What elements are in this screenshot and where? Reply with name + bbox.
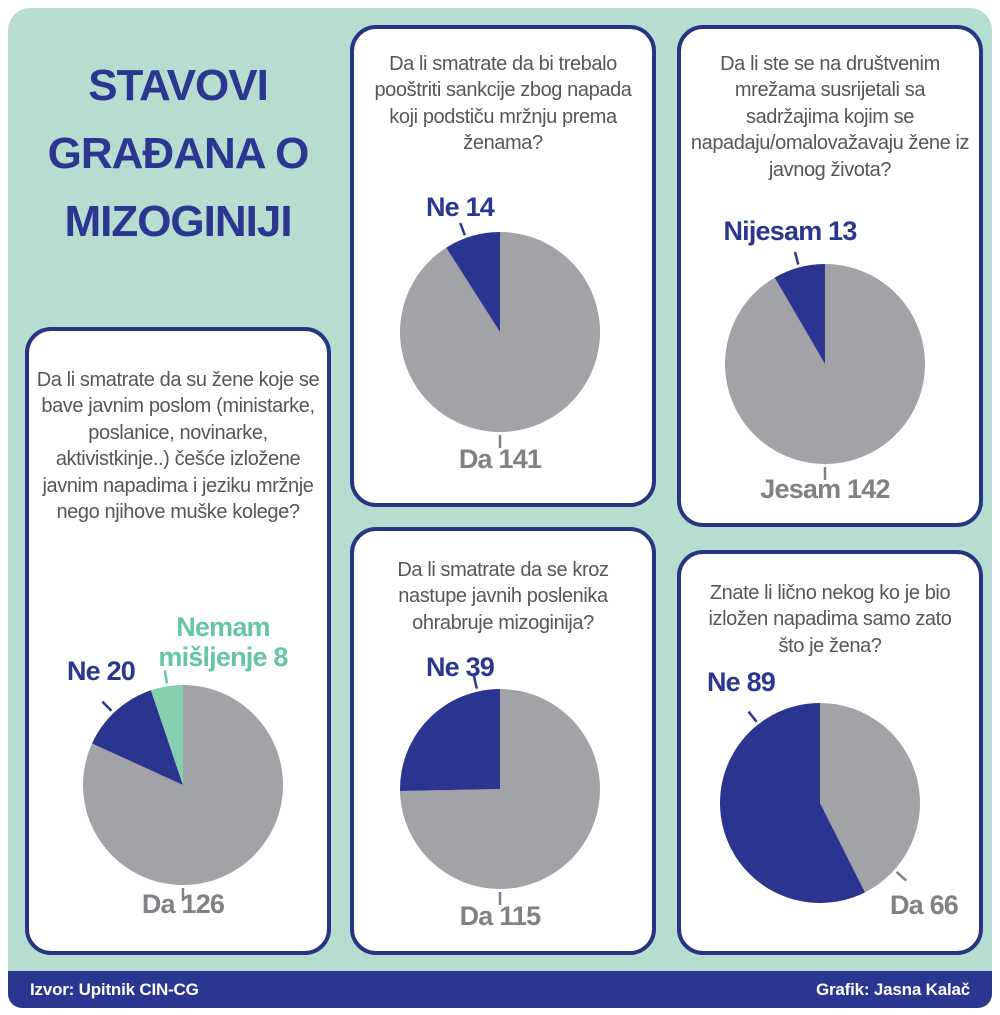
label-tick — [460, 223, 465, 235]
question-card-3 — [677, 25, 983, 527]
pie-label-nemam-misljenje: Nemam mišljenje 8 — [158, 612, 288, 672]
pie-label-da: Da 141 — [458, 444, 542, 474]
question-card-1 — [25, 327, 331, 955]
pie-chart-3 — [681, 29, 979, 523]
footer-credit: Grafik: Jasna Kalač — [815, 979, 970, 999]
label-tick — [102, 702, 111, 711]
title-line-1: STAVOVI — [88, 61, 268, 110]
footer-bar — [8, 971, 992, 1008]
question-card-5 — [677, 550, 983, 955]
pie-slice-ne — [400, 689, 500, 791]
pie-label-da: Da 126 — [141, 889, 225, 919]
question-text-5: Znate li lično nekog ko je bio izložen napadima samo zato što je žena? — [708, 582, 952, 657]
label-tick — [749, 712, 757, 722]
pie-label-jesam: Jesam 142 — [760, 474, 890, 504]
question-card-4 — [350, 527, 656, 955]
pie-label-ne: Ne 39 — [425, 652, 495, 682]
pie-chart-2 — [354, 29, 652, 503]
background-canvas — [8, 8, 992, 1008]
pie-slice-jesam — [725, 264, 925, 464]
title-line-3: MIZOGINIJI — [64, 197, 292, 246]
footer-source: Izvor: Upitnik CIN-CG — [30, 979, 199, 999]
pie-chart-4 — [354, 531, 652, 951]
question-text-1: Da li smatrate da su žene koje se bave javnim poslom (ministarke, poslanice, novinarke, aktivistkinje..) češće izložene javnim napadima i jeziku mržnje nego njihove muške kolege? — [36, 369, 320, 523]
pie-label-da: Da 115 — [459, 901, 541, 931]
pie-label-nijesam: Nijesam 13 — [723, 216, 857, 246]
title-line-2: GRAĐANA O — [47, 129, 309, 178]
pie-slice-da — [400, 232, 600, 432]
pie-label-ne: Ne 89 — [706, 667, 776, 697]
question-text-2: Da li smatrate da bi trebalo pooštriti sankcije zbog napada koji podstiču mržnju prema ženama? — [374, 53, 632, 155]
label-tick — [897, 872, 907, 881]
pie-label-ne: Ne 20 — [66, 656, 136, 686]
question-text-3: Da li ste se na društvenim mrežama susrijetali sa sadržajima kojim se napadaju/omalovažavaju žene iz javnog života? — [690, 53, 970, 181]
question-text-4: Da li smatrate da se kroz nastupe javnih poslenika ohrabruje mizoginija? — [397, 559, 609, 634]
pie-label-da: Da 66 — [889, 890, 959, 920]
page-title — [25, 52, 331, 256]
label-tick — [795, 252, 798, 265]
question-card-2 — [350, 25, 656, 507]
pie-label-ne: Ne 14 — [425, 192, 495, 222]
